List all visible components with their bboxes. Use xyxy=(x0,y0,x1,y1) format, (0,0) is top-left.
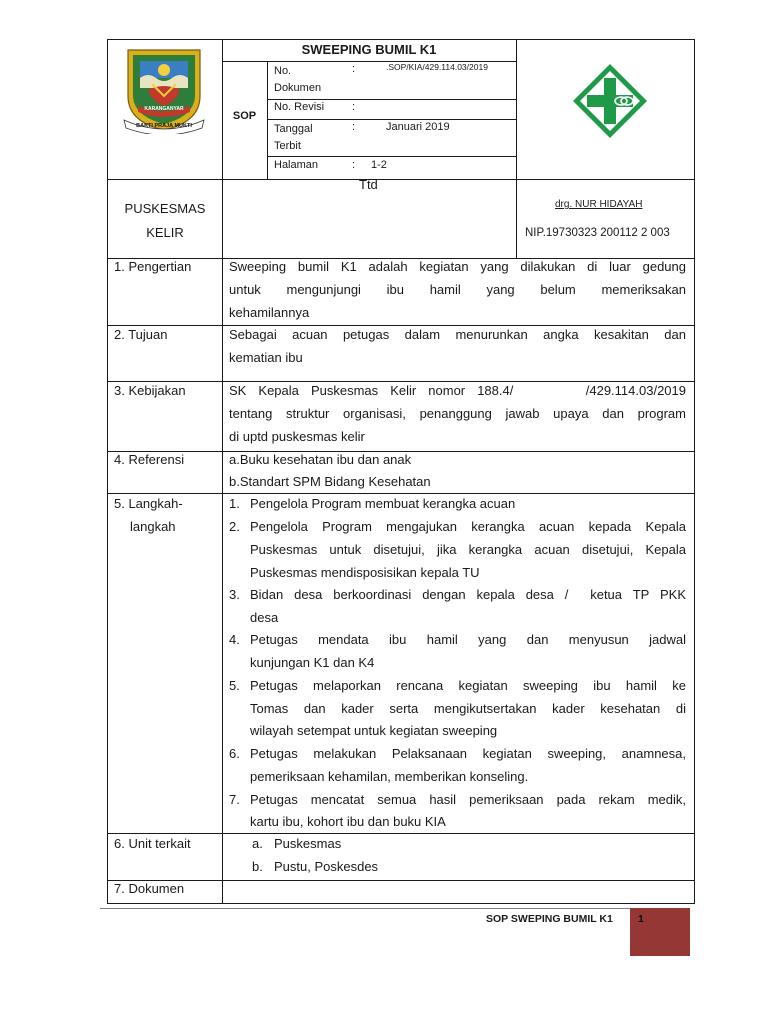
step-line: kunjungan K1 dan K4 xyxy=(250,655,375,670)
puskesmas-logo xyxy=(571,62,649,140)
step-number: 5. xyxy=(229,678,240,693)
step-line: Puskesmas untuk disetujui, jika kerangka acuan disetujui, Kepala xyxy=(250,542,686,557)
section-label: 5. Langkah- xyxy=(114,496,183,511)
step-number: 2. xyxy=(229,519,240,534)
regency-logo xyxy=(118,44,210,134)
org-name: PUSKESMAS KELIR xyxy=(124,201,206,240)
field-sep: : xyxy=(352,101,356,113)
step-line: kartu ibu, kohort ibu dan buku KIA xyxy=(250,814,446,829)
section-label: 7. Dokumen xyxy=(114,881,185,896)
field-sep: : xyxy=(352,121,356,133)
section-line: kehamilannya xyxy=(229,305,310,320)
section-line: Sweeping bumil K1 adalah kegiatan yang dilakukan di luar gedung xyxy=(229,259,686,274)
step-line: Petugas mendata ibu hamil yang dan menyusun jadwal xyxy=(250,632,686,647)
section-label: 1. Pengertian xyxy=(114,259,192,274)
field-label: Tanggal Terbit xyxy=(274,123,313,152)
sop-label: SOP xyxy=(232,110,257,122)
section-line: SK Kepala Puskesmas Kelir nomor 188.4/ /429.114.03/2019 xyxy=(229,383,686,398)
step-number: 7. xyxy=(229,792,240,807)
section-label: langkah xyxy=(130,519,176,534)
document-title: SWEEPING BUMIL K1 xyxy=(301,42,437,57)
unit-number: b. xyxy=(252,859,263,874)
section-label: 6. Unit terkait xyxy=(114,836,191,851)
footer-page-number: 1 xyxy=(638,913,644,925)
ttd-label: Ttd xyxy=(359,177,378,192)
step-number: 4. xyxy=(229,632,240,647)
section-label: 4. Referensi xyxy=(114,452,185,467)
signer-nip: NIP.19730323 200112 2 003 xyxy=(525,227,670,239)
step-number: 1. xyxy=(229,496,240,511)
section-line: di uptd puskesmas kelir xyxy=(229,429,365,444)
field-sep: : xyxy=(352,159,356,171)
logo-motto-text: BAKTI PRAJA MUKTI xyxy=(136,123,192,129)
karanganyar-emblem-icon xyxy=(118,44,210,134)
section-line: b.Standart SPM Bidang Kesehatan xyxy=(229,474,431,489)
section-line: a.Buku kesehatan ibu dan anak xyxy=(229,452,412,467)
section-label: 2. Tujuan xyxy=(114,327,168,342)
section-line: kematian ibu xyxy=(229,350,303,365)
field-sep: : xyxy=(352,63,356,75)
section-line: tentang struktur organisasi, penanggung jawab upaya dan program xyxy=(229,406,686,421)
step-line: wilayah setempat untuk kegiatan sweeping xyxy=(250,723,498,738)
step-line: desa xyxy=(250,610,279,625)
unit-text: Puskesmas xyxy=(274,836,342,851)
field-label: Halaman xyxy=(274,159,319,171)
step-line: Petugas melakukan Pelaksanaan kegiatan sweeping, anamnesa, xyxy=(250,746,686,761)
field-value: .SOP/KIA/429.114.03/2019 xyxy=(386,62,488,72)
step-number: 3. xyxy=(229,587,240,602)
signer-name: drg. NUR HIDAYAH xyxy=(555,199,643,210)
step-number: 6. xyxy=(229,746,240,761)
logo-banner-text: KARANGANYAR xyxy=(144,106,184,112)
step-line: Petugas melaporkan rencana kegiatan sweeping ibu hamil ke xyxy=(250,678,686,693)
field-label: No. Revisi xyxy=(274,101,325,113)
puskesmas-cross-icon xyxy=(571,62,649,140)
section-line: Sebagai acuan petugas dalam menurunkan angka kesakitan dan xyxy=(229,327,686,342)
footer-rule xyxy=(100,908,690,909)
field-label: No. Dokumen xyxy=(274,65,322,94)
step-line: Tomas dan kader serta mengikutsertakan kader kesehatan di xyxy=(250,701,686,716)
step-line: Bidan desa berkoordinasi dengan kepala desa / ketua TP PKK xyxy=(250,587,686,602)
step-line: Puskesmas mendisposisikan kepala TU xyxy=(250,565,480,580)
step-line: Petugas mencatat semua hasil pemeriksaan pada rekam medik, xyxy=(250,792,686,807)
step-line: Pengelola Program mengajukan kerangka acuan kepada Kepala xyxy=(250,519,686,534)
section-line: untuk mengunjungi ibu hamil yang belum memeriksakan xyxy=(229,282,686,297)
step-line: pemeriksaan kehamilan, memberikan konseling. xyxy=(250,769,529,784)
footer-title: SOP SWEPING BUMIL K1 xyxy=(486,913,613,925)
section-label: 3. Kebijakan xyxy=(114,383,186,398)
step-line: Pengelola Program membuat kerangka acuan xyxy=(250,496,516,511)
unit-number: a. xyxy=(252,836,263,851)
field-value: 1-2 xyxy=(371,159,387,171)
unit-text: Pustu, Poskesdes xyxy=(274,859,379,874)
field-value: Januari 2019 xyxy=(386,121,450,133)
